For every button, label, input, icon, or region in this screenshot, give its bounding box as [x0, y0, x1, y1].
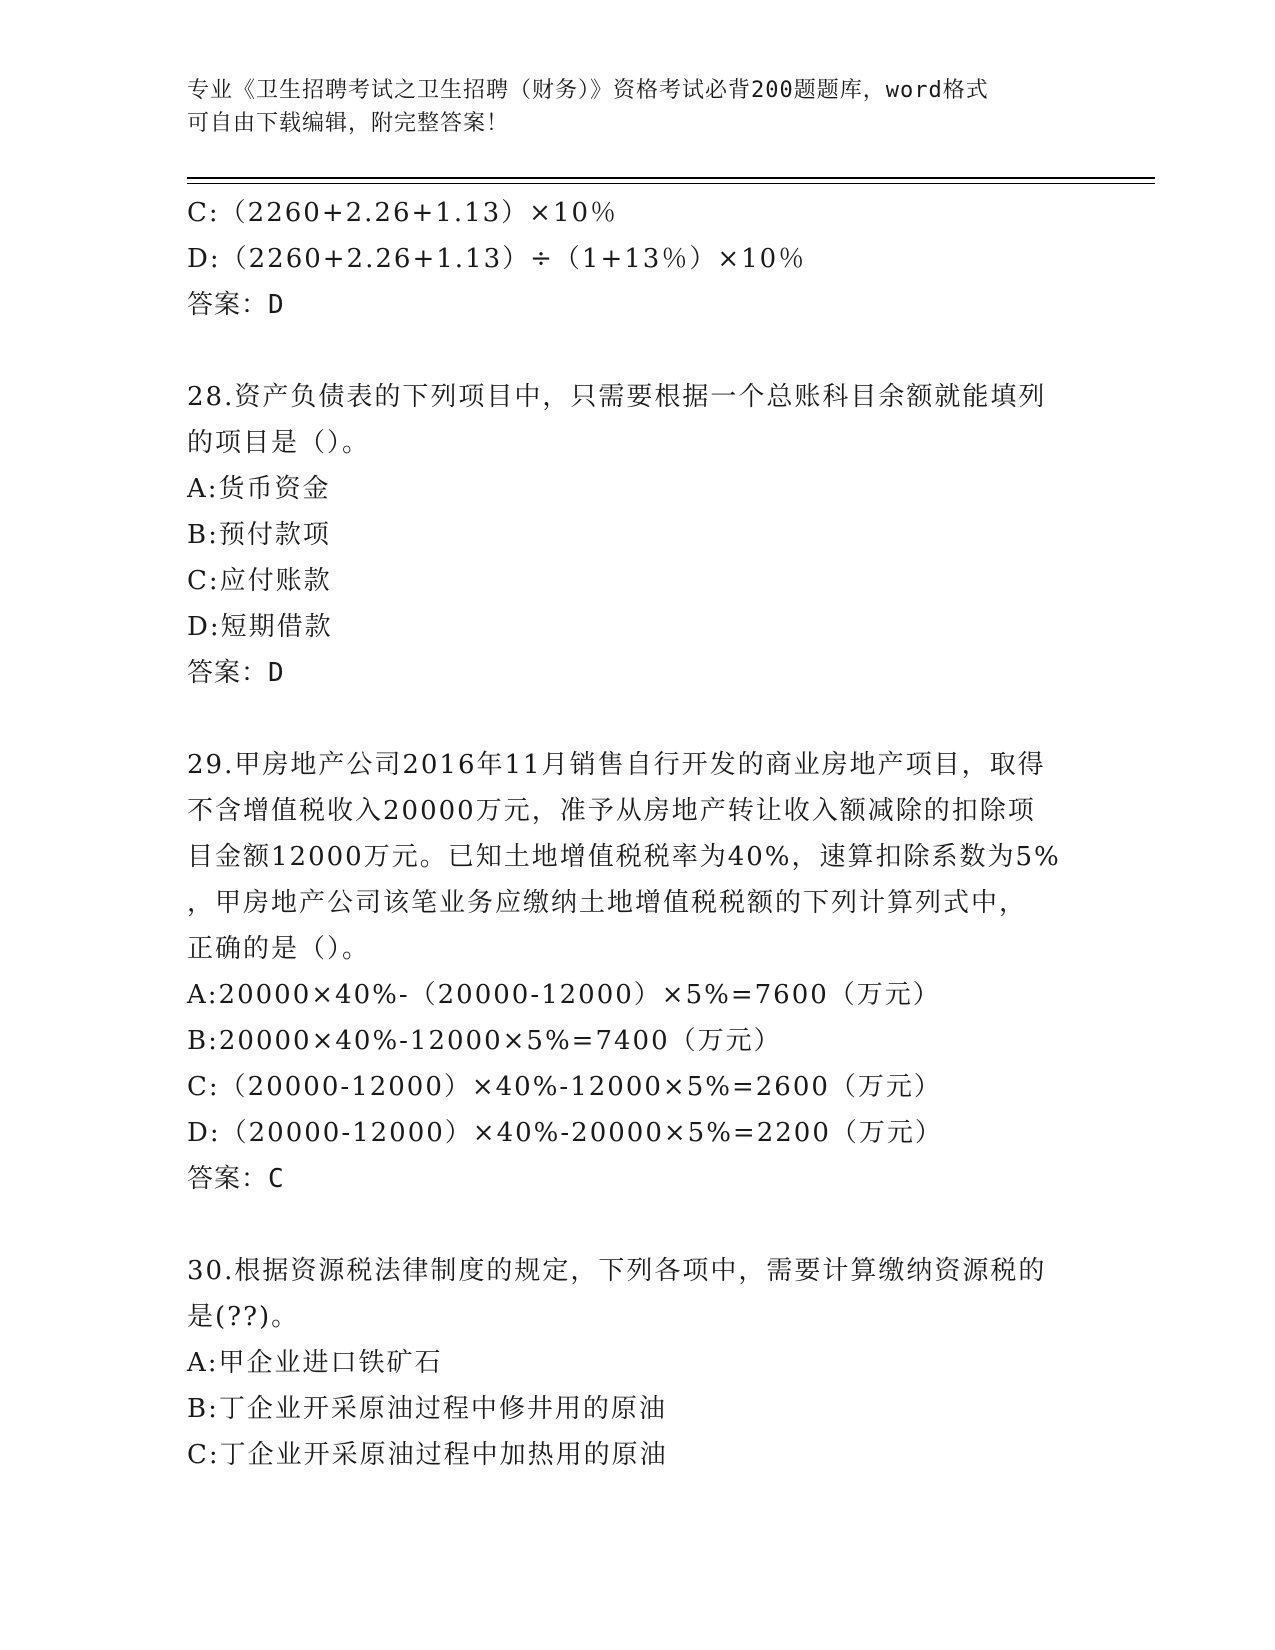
question-stem: 的项目是（）。 — [187, 428, 371, 458]
spacer — [187, 1202, 1087, 1248]
question-29 — [187, 742, 1087, 1202]
spacer — [187, 328, 1087, 374]
header-title-line-1: 专业《卫生招聘考试之卫生招聘（财务）》资格考试必背200题题库，word格式 — [187, 78, 989, 103]
spacer — [187, 696, 1087, 742]
question-stem: 是(??)。 — [187, 1302, 300, 1332]
question-27 — [187, 190, 1087, 328]
header-divider-thin — [187, 183, 1155, 184]
question-content — [187, 190, 1087, 1478]
question-stem: ，甲房地产公司该笔业务应缴纳土地增值税税额的下列计算列式中， — [187, 888, 1028, 918]
option-a: A:甲企业进口铁矿石 — [187, 1348, 443, 1378]
question-stem: 目金额12000万元。已知土地增值税税率为40%，速算扣除系数为5% — [187, 842, 1061, 872]
page-header — [187, 74, 1087, 140]
option-c: C:丁企业开采原油过程中加热用的原油 — [187, 1440, 668, 1470]
question-stem: 30.根据资源税法律制度的规定，下列各项中，需要计算缴纳资源税的 — [187, 1256, 1047, 1286]
option-d: D:（2260+2.26+1.13）÷（1+13％）×10％ — [187, 244, 807, 274]
question-stem: 28.资产负债表的下列项目中，只需要根据一个总账科目余额就能填列 — [187, 382, 1047, 412]
option-a: A:货币资金 — [187, 474, 331, 504]
answer-line: 答案：D — [187, 658, 285, 688]
question-stem: 29.甲房地产公司2016年11月销售自行开发的商业房地产项目，取得 — [187, 750, 1046, 780]
option-b: B:预付款项 — [187, 520, 331, 550]
question-30 — [187, 1248, 1087, 1478]
option-a: A:20000×40%-（20000-12000）×5%=7600（万元） — [187, 980, 941, 1010]
option-b: B:丁企业开采原油过程中修井用的原油 — [187, 1394, 667, 1424]
option-d: D:短期借款 — [187, 612, 333, 642]
header-divider-thick — [187, 177, 1155, 179]
answer-line: 答案：D — [187, 290, 285, 320]
question-stem: 正确的是（）。 — [187, 934, 371, 964]
option-c: C:应付账款 — [187, 566, 332, 596]
option-d: D:（20000-12000）×40%-20000×5%=2200（万元） — [187, 1118, 943, 1148]
answer-line: 答案：C — [187, 1164, 285, 1194]
option-c: C:（20000-12000）×40%-12000×5%=2600（万元） — [187, 1072, 942, 1102]
question-28 — [187, 374, 1087, 696]
question-stem: 不含增值税收入20000万元，准予从房地产转让收入额减除的扣除项 — [187, 796, 1036, 826]
option-c: C:（2260+2.26+1.13）×10％ — [187, 198, 619, 228]
header-title-line-2: 可自由下载编辑，附完整答案！ — [187, 111, 510, 136]
option-b: B:20000×40%-12000×5%=7400（万元） — [187, 1026, 782, 1056]
